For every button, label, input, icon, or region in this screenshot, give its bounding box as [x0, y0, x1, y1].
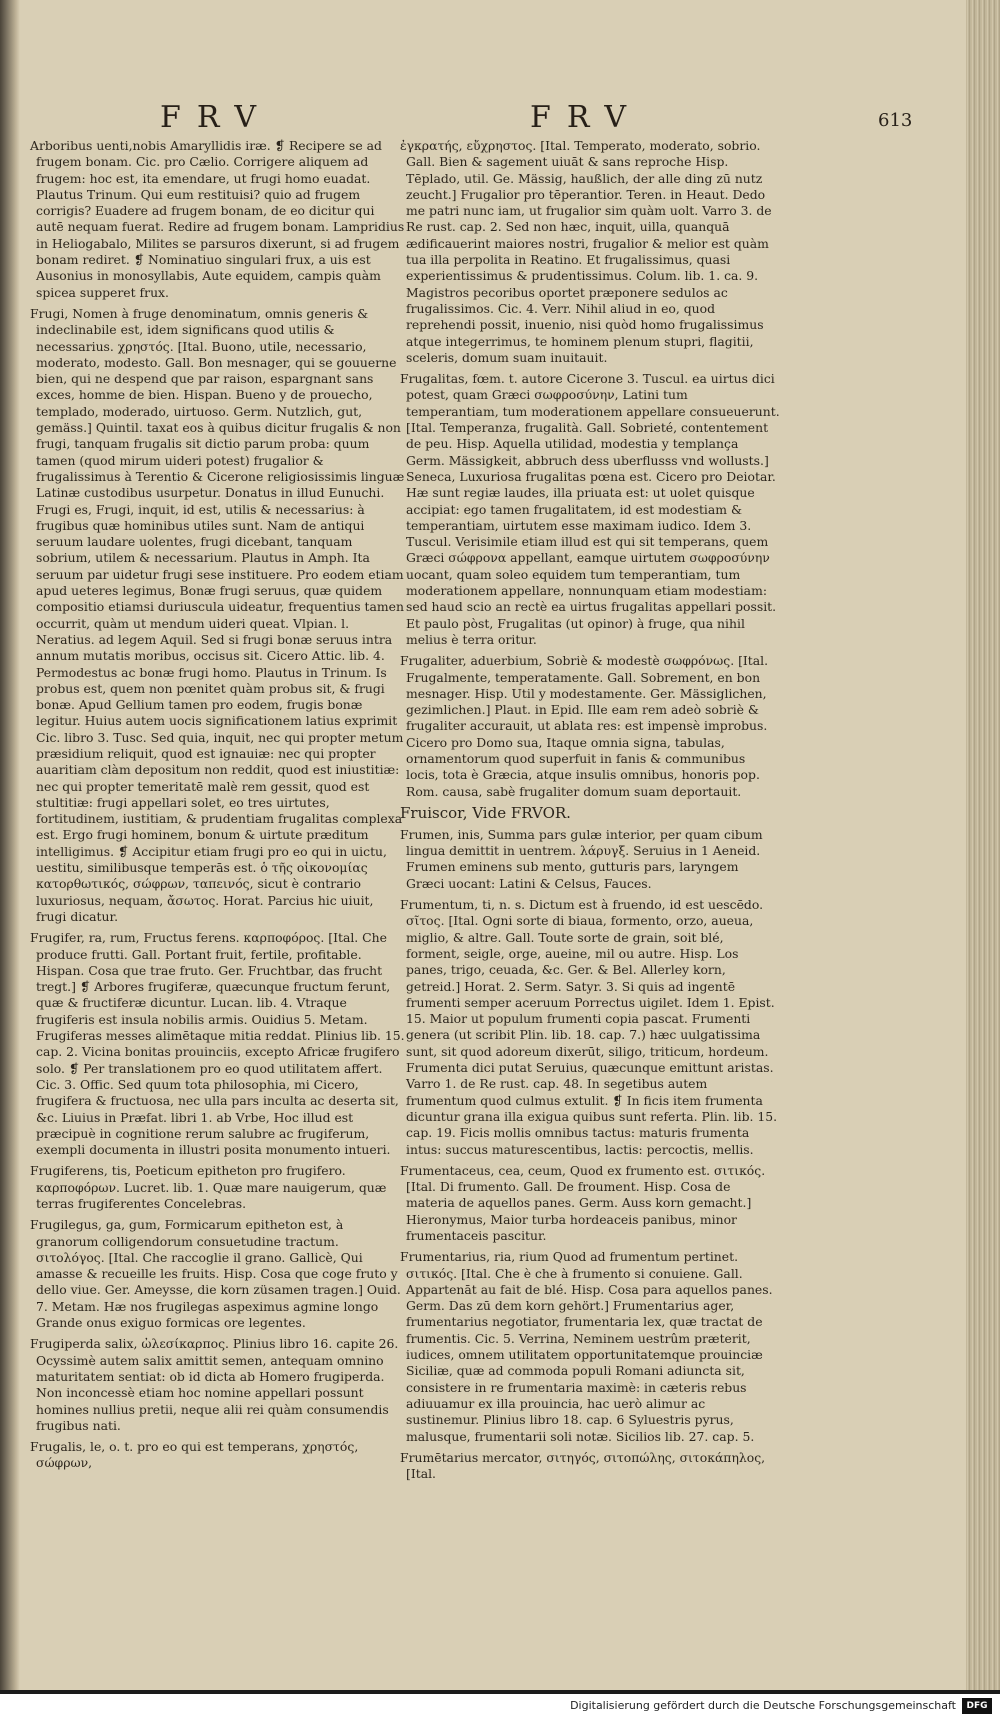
dictionary-entry: Frugiferens, tis, Poeticum epitheton pro frugifero. καρποφόρων. Lucret. lib. 1. Quæ mare nauigerum, quæ terras frugiferentes Concelebras. — [30, 1163, 387, 1211]
dictionary-entry: Frugalitas, fœm. t. autore Cicerone 3. Tuscul. ea uirtus dici potest, quam Græci σωφροσύνην, Latini tum temperantiam, tum moderationem appellare consueuerunt. [Ital. Temperanza, frugalità. Gall. Sobrieté, contentement de peu. Hisp. Aquella utilidad, modestia y templança Germ. Mässigkeit, abbruch dess uberflusss vnd wollusts.] Seneca, Luxuriosa frugalitas pœna est. Cicero pro Deiotar. Hæ sunt regiæ laudes, illa priuata est: ut uolet quisque accipiat: ego tamen frugalitatem, id est modestiam & temperantiam, uirtutem esse maximam iudico. Idem 3. Tuscul. Verisimile etiam illud est qui sit temperans, quem Græci σώφρονα appellant, eamque uirtutem σωφροσύνην uocant, quam soleo equidem tum temperantiam, tum moderationem appellare, nonnunquam etiam modestiam: sed haud scio an rectè ea uirtus frugalitas appellari possit. Et paulo pòst, Frugalitas (ut opinor) à fruge, qua nihil melius è terra oritur. — [400, 371, 780, 647]
dfg-logo: DFG — [962, 1698, 992, 1714]
funding-credit: Digitalisierung gefördert durch die Deutsche Forschungsgemeinschaft — [570, 1699, 956, 1712]
dictionary-entry: Fruiscor, Vide FRVOR. — [400, 803, 571, 822]
page-gutter — [0, 0, 20, 1690]
page-stack-edge — [966, 0, 1000, 1690]
dictionary-entry: Frumentarius, ria, rium Quod ad frumentum pertinet. σιτικός. [Ital. Che è che à frumento si conuiene. Gall. Appartenāt au fait de blé. Hisp. Cosa para aquellos panes. Germ. Das zū dem korn gehört.] Frumentarius ager, frumentarius negotiator, frumentaria lex, quæ tractat de frumentis. Cic. 5. Verrina, Neminem uestrûm præterit, iudices, omnem utilitatem opportunitatemque prouinciæ Siciliæ, quæ ad commoda populi Romani adiuncta sit, consistere in re frumentaria maximè: in cæteris rebus adiuuamur ex illa prouincia, hac uerò alimur ac sustinemur. Plinius libro 18. cap. 6 Syluestris pyrus, malusque, frumentarii soli notæ. Sicilios lib. 27. cap. 5. — [400, 1249, 773, 1444]
footer-bar — [0, 1694, 1000, 1719]
dictionary-entry: Frumentaceus, cea, ceum, Quod ex frumento est. σιτικός. [Ital. Di frumento. Gall. De froument. Hisp. Cosa de materia de aquellos panes. Germ. Auss korn gemacht.] Hieronymus, Maior turba hordeaceis panibus, minor frumentaceis pascitur. — [400, 1162, 766, 1243]
running-head-right: FRV — [530, 100, 642, 135]
dictionary-entry: Frugaliter, aduerbium, Sobriè & modestè σωφρόνως. [Ital. Frugalmente, temperatamente. Gall. Sobrement, en bon mesnager. Hisp. Util y modestamente. Ger. Mässiglichen, gezimlichen.] Plaut. in Epid. Ille eam rem adeò sobriè & frugaliter accurauit, ut ablata res: est impensè improbus. Cicero pro Domo sua, Itaque omnia signa, tabulas, ornamentorum quod superfuit in fanis & communibus locis, tota è Græcia, atque insulis omnibus, honoris pop. Rom. causa, sabè frugaliter domum suam deportauit. — [400, 653, 769, 799]
dictionary-entry: Frugi, Nomen à fruge denominatum, omnis generis & indeclinabile est, idem significans quod utilis & necessarius. χρηστός. [Ital. Buono, utile, necessario, moderato, modesto. Gall. Bon mesnager, qui se gouuerne bien, qui ne despend que par raison, espargnant sans exces, homme de bien. Hispan. Bueno y de prouecho, templado, moderado, uirtuoso. Germ. Nutzlich, gut, gemäss.] Quintil. taxat eos à quibus dicitur frugalis & non frugi, tanquam frugalis sit dictio parum proba: quum tamen (quod mirum uideri potest) frugalior & frugalissimus à Terentio & Cicerone religiosissimis linguæ Latinæ custodibus usurpetur. Donatus in illud Eunuchi. Frugi es, Frugi, inquit, id est, utilis & necessarius: à frugibus quæ hominibus utiles sunt. Nam de antiqui seruum laudare uolentes, frugi dicebant, tanquam sobrium, utilem & necessarium. Plautus in Amph. Ita seruum par uidetur frugi sese instituere. Pro eodem etiam apud ueteres legimus, Bonæ frugi seruus, quæ quidem compositio etiamsi duriuscula uideatur, frequentius tamen occurrit, quàm ut mendum uideri queat. Vlpian. l. Neratius. ad legem Aquil. Sed si frugi bonæ seruus intra annum mutatis moribus, occisus sit. Cicero Attic. lib. 4. Permodestus ac bonæ frugi homo. Plautus in Trinum. Is probus est, quem non pœnitet quàm probus sit, & frugi bonæ. Apud Gellium tamen pro eodem, frugis bonæ legitur. Huius autem uocis significationem latius exprimit Cic. libro 3. Tusc. Sed quia, inquit, nec qui propter metum præsidium reliquit, quod est ignauiæ: nec qui propter auaritiam clàm depositum non reddit, quod est iniustitiæ: nec qui propter temeritatē malè rem gessit, quod est stultitiæ: frugi appellari solet, eo tres uirtutes, fortitudinem, iustitiam, & prudentiam frugalitas complexa est. Ergo frugi hominem, bonum & uirtute præditum intelligimus. ❡ Accipitur etiam frugi pro eo qui in uictu, uestitu, similibusque temperās est. ὁ τῆς οἰκονομίας κατορθωτικός, σώφρων, ταπεινός, sicut è contrario luxuriosus, nequam, ἄσωτος. Horat. Parcius hic uiuit, frugi dicatur. — [30, 305, 405, 924]
dictionary-entry: Frumentum, ti, n. s. Dictum est à fruendo, id est uescēdo. σῖτος. [Ital. Ogni sorte di biaua, formento, orzo, aueua, miglio, & altre. Gall. Toute sorte de grain, soit blé, forment, seigle, orge, aueine, mil ou autre. Hisp. Los panes, trigo, ceuada, &c. Ger. & Bel. Allerley korn, getreid.] Horat. 2. Serm. Satyr. 3. Si quis ad ingentē frumenti semper aceruum Porrectus uigilet. Idem 1. Epist. 15. Maior ut populum frumenti copia pascat. Frumenti genera (ut scribit Plin. lib. 18. cap. 7.) hæc uulgatissima sunt, sit quod adoreum dixerūt, siligo, triticum, hordeum. Frumenta dici putat Seruius, quæcunque emittunt aristas. Varro 1. de Re rust. cap. 48. In segetibus autem frumentum quod culmus extulit. ❡ In ficis item frumenta dicuntur grana illa exigua quibus sunt referta. Plin. lib. 15. cap. 19. Ficis mollis omnibus tactus: maturis frumenta intus: succus maturescentibus, lactis: percoctis, mellis. — [400, 897, 778, 1157]
dictionary-entry: Frumen, inis, Summa pars gulæ interior, per quam cibum lingua demittit in uentrem. λάρυγξ. Seruius in 1 Aeneid. Frumen eminens sub mento, gutturis pars, laryngem Græci uocant: Latini & Celsus, Fauces. — [400, 826, 763, 891]
dictionary-entry: Frugilegus, ga, gum, Formicarum epitheton est, à granorum colligendorum consuetudine tractum. σιτολόγος. [Ital. Che raccoglie il grano. Gallicè, Qui amasse & recueille les fruits. Hisp. Cosa que coge fruto y dello viue. Ger. Ameysse, die korn züsamen tragen.] Ouid. 7. Metam. Hæ nos frugilegas aspeximus agmine longo Grande onus exiguo formicas ore legentes. — [30, 1217, 401, 1331]
dictionary-entry: Frugalis, le, o. t. pro eo qui est temperans, χρηστός, σώφρων, — [30, 1439, 359, 1471]
running-head-left: FRV — [160, 100, 272, 135]
left-column — [30, 138, 406, 1477]
right-column — [400, 138, 780, 1487]
dictionary-entry: Frumētarius mercator, σιτηγός, σιτοπώλης, σιτοκάπηλος, [Ital. — [400, 1449, 766, 1482]
dictionary-entry: Frugiperda salix, ὠλεσίκαρπος. Plinius libro 16. capite 26. Ocyssimè autem salix amittit semen, antequam omnino maturitatem sentiat: ob id dicta ab Homero frugiperda. Non inconcessè etiam hoc nomine appellari possunt homines nullius pretii, neque alii rei quàm consumendis frugibus nati. — [30, 1336, 399, 1433]
dictionary-entry: Arboribus uenti,nobis Amaryllidis iræ. ❡ Recipere se ad frugem bonam. Cic. pro Cælio. Corrigere aliquem ad frugem: hoc est, ita emendare, ut frugi homo euadat. Plautus Trinum. Qui eum restituisi? quio ad frugem corrigis? Euadere ad frugem bonam, de eo dicitur qui autē nequam fuerat. Redire ad frugem bonam. Lampridius in Heliogabalo, Milites se parsuros dixerunt, si ad frugem bonam rediret. ❡ Nominatiuo singulari frux, a uis est Ausonius in monosyllabis, Aute equidem, campis quàm spicea supperet frux. — [30, 138, 405, 300]
dictionary-entry: Frugifer, ra, rum, Fructus ferens. καρποφόρος. [Ital. Che produce frutti. Gall. Portant fruit, fertile, profitable. Hispan. Cosa que trae fruto. Ger. Fruchtbar, das frucht tregt.] ❡ Arbores frugiferæ, quæcunque fructum ferunt, quæ & fructiferæ dicuntur. Lucan. lib. 4. Vtraque frugiferis est insula nobilis armis. Ouidius 5. Metam. Frugiferas messes alimētaque mitia reddat. Plinius lib. 15. cap. 2. Vicina bonitas prouinciis, excepto Africæ frugifero solo. ❡ Per translationem pro eo quod utilitatem affert. Cic. 3. Offic. Sed quum tota philosophia, mi Cicero, frugifera & fructuosa, nec ulla pars inculta ac deserta sit, &c. Liuius in Præfat. libri 1. ab Vrbe, Hoc illud est præcipuè in cognitione rerum salubre ac frugiferum, exempli documenta in illustri posita monumento intueri. — [30, 930, 405, 1158]
dictionary-entry: ἐγκρατής, εὔχρηστος. [Ital. Temperato, moderato, sobrio. Gall. Bien & sagement uiuāt & sans reproche Hisp. Tēplado, util. Ge. Mässig, haußlich, der alle ding zū nutz zeucht.] Frugalior pro tēperantior. Teren. in Heaut. Dedo me patri nunc iam, ut frugalior sim quàm uolt. Varro 3. de Re rust. cap. 2. Sed non hæc, inquit, uilla, quanquā ædificauerint maiores nostri, frugalior & melior est quàm tua illa perpolita in Reatino. Et frugalissimus, quasi experientissimus & prudentissimus. Colum. lib. 1. ca. 9. Magistros pecoribus oportet præponere sedulos ac frugalissimos. Cic. 4. Verr. Nihil aliud in eo, quod reprehendi possit, inuenio, nisi quòd homo frugalissimus atque integerrimus, te hominem plenum stupri, flagitii, sceleris, domum suam inuitauit. — [400, 138, 772, 365]
page-number: 613 — [878, 110, 913, 131]
